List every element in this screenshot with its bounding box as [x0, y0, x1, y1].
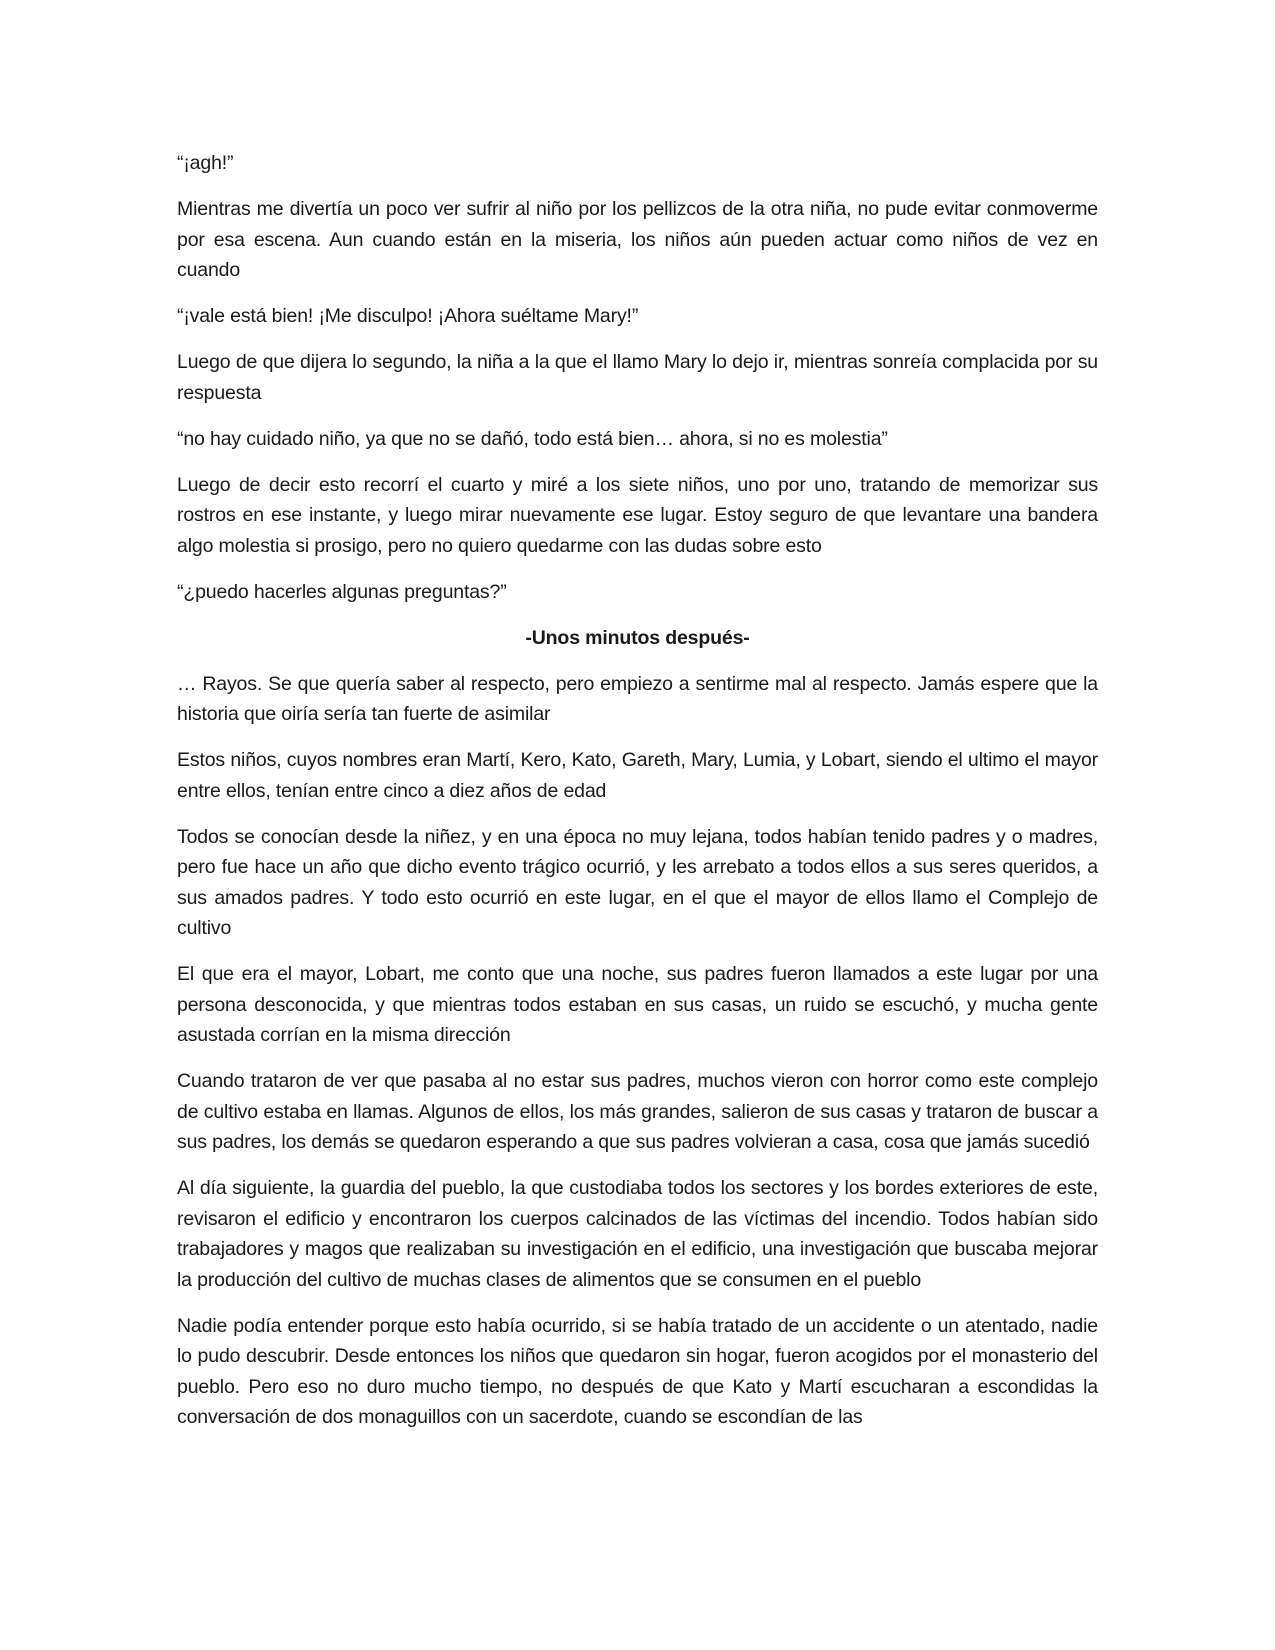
dialogue-line: “¡vale está bien! ¡Me disculpo! ¡Ahora suéltame Mary!” — [177, 305, 639, 327]
body-paragraph: Luego de que dijera lo segundo, la niña a la que el llamo Mary lo dejo ir, mientras sonreía complacida por su respuesta — [177, 351, 1098, 404]
body-paragraph: El que era el mayor, Lobart, me conto que una noche, sus padres fueron llamados a este lugar por una persona desconocida, y que mientras todos estaban en sus casas, un ruido se escuchó, y mucha gente asustada corrían en la misma dirección — [177, 963, 1098, 1046]
dialogue-line: “¡agh!” — [177, 152, 234, 174]
page-body — [177, 148, 1098, 1448]
body-paragraph: Estos niños, cuyos nombres eran Martí, Kero, Kato, Gareth, Mary, Lumia, y Lobart, siendo el ultimo el mayor entre ellos, tenían entre cinco a diez años de edad — [177, 749, 1098, 802]
body-paragraph: Mientras me divertía un poco ver sufrir al niño por los pellizcos de la otra niña, no pude evitar conmoverme por esa escena. Aun cuando están en la miseria, los niños aún pueden actuar como niños de vez en cuando — [177, 198, 1098, 281]
body-paragraph: Al día siguiente, la guardia del pueblo, la que custodiaba todos los sectores y los bordes exteriores de este, revisaron el edificio y encontraron los cuerpos calcinados de las víctimas del incendio. Todos habían sido trabajadores y magos que realizaban su investigación en el edificio, una investigación que buscaba mejorar la producción del cultivo de muchas clases de alimentos que se consumen en el pueblo — [177, 1177, 1098, 1291]
body-paragraph: Cuando trataron de ver que pasaba al no estar sus padres, muchos vieron con horror como este complejo de cultivo estaba en llamas. Algunos de ellos, los más grandes, salieron de sus casas y trataron de buscar a sus padres, los demás se quedaron esperando a que sus padres volvieran a casa, cosa que jamás sucedió — [177, 1070, 1098, 1153]
body-paragraph: Todos se conocían desde la niñez, y en una época no muy lejana, todos habían tenido padres y o madres, pero fue hace un año que dicho evento trágico ocurrió, y les arrebato a todos ellos a sus seres queridos, a sus amados padres. Y todo esto ocurrió en este lugar, en el que el mayor de ellos llamo el Complejo de cultivo — [177, 825, 1098, 939]
dialogue-line: “¿puedo hacerles algunas preguntas?” — [177, 580, 507, 603]
dialogue-line: “no hay cuidado niño, ya que no se dañó, todo está bien… ahora, si no es molestia” — [177, 427, 888, 450]
body-paragraph: Nadie podía entender porque esto había ocurrido, si se había tratado de un accidente o un atentado, nadie lo pudo descubrir. Desde entonces los niños que quedaron sin hogar, fueron acogidos por el monasterio del pueblo. Pero eso no duro mucho tiempo, no después de que Kato y Martí escucharan a escondidas la conversación de dos monaguillos con un sacerdote, cuando se escondían de las — [177, 1314, 1098, 1428]
scene-break-heading: -Unos minutos después- — [525, 626, 750, 649]
body-paragraph: Luego de decir esto recorrí el cuarto y miré a los siete niños, uno por uno, tratando de memorizar sus rostros en ese instante, y luego mirar nuevamente ese lugar. Estoy seguro de que levantare una bandera algo molestia si prosigo, pero no quiero quedarme con las dudas sobre esto — [177, 473, 1098, 557]
body-paragraph: … Rayos. Se que quería saber al respecto, pero empiezo a sentirme mal al respecto. Jamás espere que la historia que oiría sería tan fuerte de asimilar — [177, 672, 1098, 725]
